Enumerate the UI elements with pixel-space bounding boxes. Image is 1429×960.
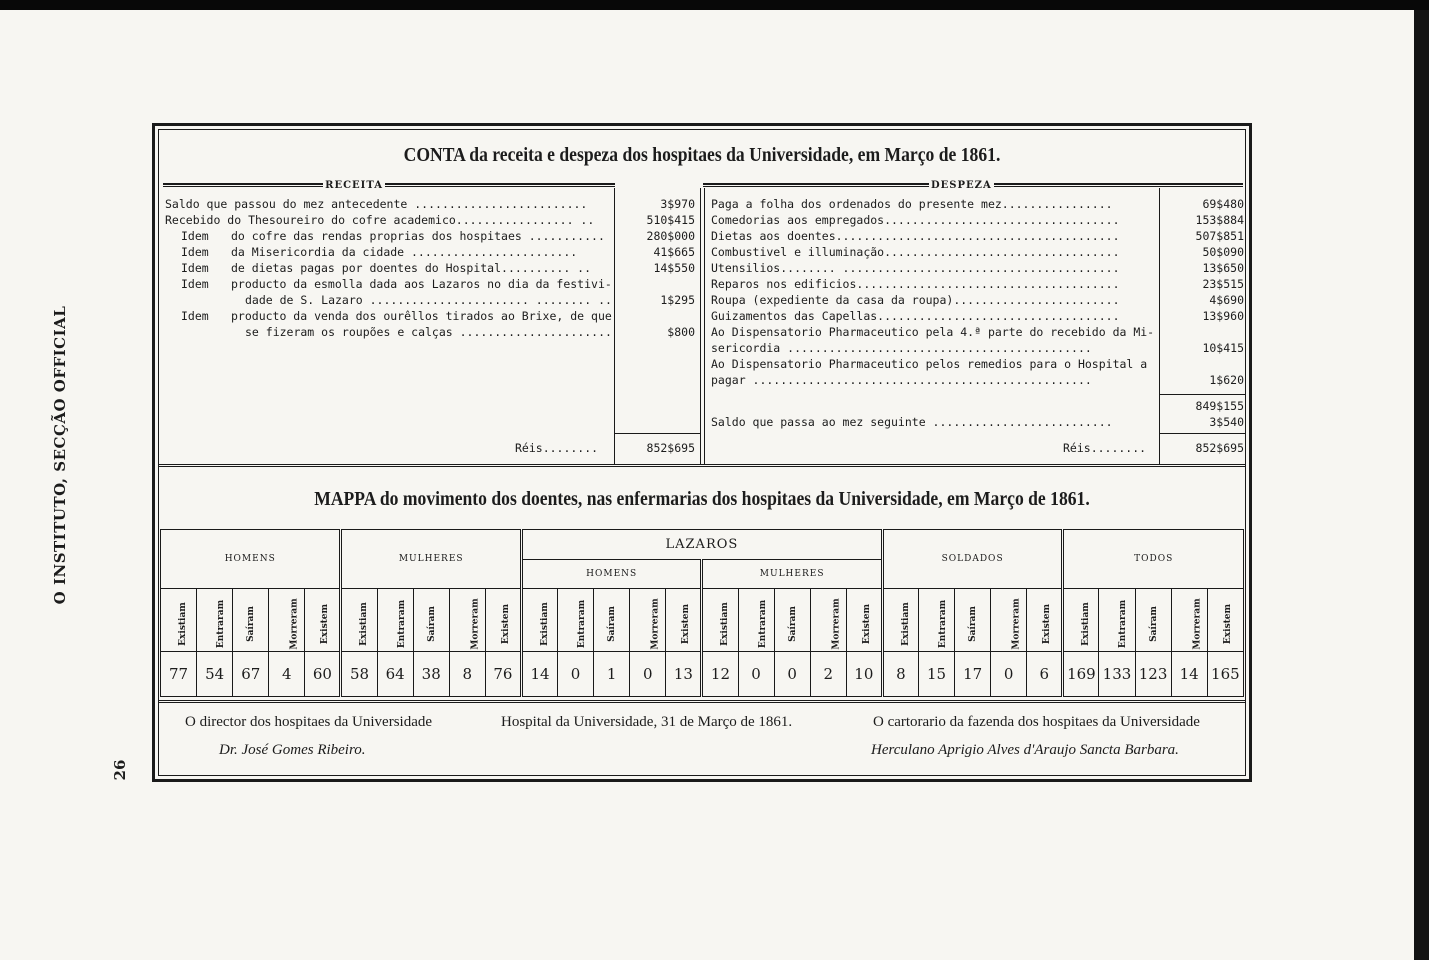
col-header-label: Existiam: [539, 601, 550, 646]
despeza-row: Reparos nos edificios...................................... 23$515: [711, 277, 1244, 291]
despeza-total-amount: 852$695: [1195, 441, 1244, 455]
receita-total-rule: [615, 433, 700, 434]
col-header-label: Morreram: [470, 597, 481, 650]
value-cell: 1: [594, 652, 630, 697]
despeza-row: pagar ................................................. 1$620: [711, 373, 1244, 387]
running-head: O INSTITUTO, SECÇÃO OFFICIAL: [51, 305, 69, 605]
document-frame: [152, 123, 1252, 782]
despeza-row: Combustivel e illuminação.................................. 50$090: [711, 245, 1244, 259]
value-cell: 0: [630, 652, 666, 697]
col-header-label: Existem: [681, 603, 692, 644]
col-header: [377, 589, 413, 652]
value-cell: 4: [269, 652, 305, 697]
despeza-row: Ao Dispensatorio Pharmaceutico pela 4.ª parte do recebido da Mi-: [711, 325, 1155, 339]
col-header-label: Existem: [1222, 603, 1233, 644]
subgroup-lazaros-mulheres: MULHERES: [702, 559, 882, 589]
col-header: [341, 589, 377, 652]
heading-rule: [163, 183, 323, 187]
col-header-label: Existiam: [359, 601, 370, 646]
scan-right-edge: [1414, 10, 1429, 960]
col-header-label: Existem: [320, 603, 331, 644]
value-cell: 133: [1099, 652, 1135, 697]
section-divider: [158, 464, 1246, 467]
col-header-label: Entraram: [938, 599, 949, 648]
value-cell: 123: [1135, 652, 1171, 697]
receita-row: Idem do cofre das rendas proprias dos hospitaes ........... 280$000: [181, 229, 695, 243]
center-rule-right: [704, 188, 705, 464]
col-header: [413, 589, 449, 652]
col-header: [449, 589, 485, 652]
col-header: [485, 589, 521, 652]
heading-rule: [703, 183, 929, 187]
value-cell: 8: [882, 652, 918, 697]
value-cell: 8: [449, 652, 485, 697]
col-header-label: Morreram: [831, 597, 842, 650]
value-cell: 12: [702, 652, 738, 697]
col-header-label: Morreram: [1192, 597, 1203, 650]
value-cell: 67: [233, 652, 269, 697]
despeza-row: Comedorias aos empregados.................................. 153$884: [711, 213, 1244, 227]
footer-divider: [158, 700, 1246, 703]
col-header-label: Morreram: [289, 597, 300, 650]
col-header: [1027, 589, 1063, 652]
value-cell: 0: [558, 652, 594, 697]
value-cell: 0: [738, 652, 774, 697]
despeza-subtotal-rule: [1160, 394, 1245, 395]
col-header-label: Existiam: [177, 601, 188, 646]
col-header: [846, 589, 882, 652]
subgroup-lazaros-homens: HOMENS: [521, 559, 701, 589]
cartorario-signature: Herculano Aprigio Alves d'Araujo Sancta Barbara.: [871, 742, 1179, 758]
heading-rule: [385, 183, 615, 187]
value-cell: 165: [1207, 652, 1243, 697]
despeza-subtotal: [711, 398, 1245, 430]
col-header: [1171, 589, 1207, 652]
despeza-heading-label: DESPEZA: [931, 179, 992, 191]
mappa-values-row: [161, 652, 1244, 697]
group-lazaros: LAZAROS: [521, 530, 882, 560]
col-header-label: Existiam: [900, 601, 911, 646]
col-header-label: Saíram: [1148, 605, 1159, 642]
value-cell: 14: [521, 652, 557, 697]
col-header-label: Saíram: [787, 605, 798, 642]
despeza-total: [711, 440, 1245, 456]
value-cell: 13: [666, 652, 702, 697]
col-header-label: Saíram: [607, 605, 618, 642]
col-header-label: Existem: [861, 603, 872, 644]
value-cell: 76: [485, 652, 521, 697]
group-soldados: SOLDADOS: [882, 530, 1062, 589]
col-header: [738, 589, 774, 652]
value-cell: 38: [413, 652, 449, 697]
group-mulheres: MULHERES: [341, 530, 521, 589]
scan-top-edge: [0, 0, 1429, 10]
col-header-label: Saíram: [967, 605, 978, 642]
col-header: [810, 589, 846, 652]
despeza-saldo-row: [711, 414, 1245, 430]
col-header: [955, 589, 991, 652]
receita-row: Idem producto da esmolla dada aos Lazaros no dia da festivi-: [181, 277, 612, 291]
receita-heading-label: RECEITA: [325, 179, 383, 191]
col-header-label: Entraram: [1118, 599, 1129, 648]
group-todos: TODOS: [1063, 530, 1244, 589]
col-header-label: Existiam: [720, 601, 731, 646]
place-date: Hospital da Universidade, 31 de Março de 1861.: [501, 714, 793, 730]
value-cell: 17: [955, 652, 991, 697]
despeza-saldo-amount: 3$540: [1209, 415, 1244, 429]
despeza-total-rule: [1160, 433, 1245, 434]
col-header: [594, 589, 630, 652]
col-header-label: Existem: [1042, 603, 1053, 644]
col-header: [918, 589, 954, 652]
col-header-label: Morreram: [1011, 597, 1022, 650]
despeza-row: Dietas aos doentes......................................... 507$851: [711, 229, 1244, 243]
col-header-label: Morreram: [650, 597, 661, 650]
col-header-label: Existiam: [1081, 601, 1092, 646]
col-header: [702, 589, 738, 652]
col-header: [1099, 589, 1135, 652]
receita-row: Idem da Misericordia da cidade ........................ 41$665: [181, 245, 695, 259]
despeza-row: Guizamentos das Capellas................................... 13$960: [711, 309, 1244, 323]
col-header: [630, 589, 666, 652]
col-header: [1207, 589, 1243, 652]
heading-rule: [994, 183, 1243, 187]
receita-row: Idem de dietas pagas por doentes do Hospital.......... .. 14$550: [181, 261, 695, 275]
value-cell: 58: [341, 652, 377, 697]
receita-row: dade de S. Lazaro ....................... ........ .. 1$295: [245, 293, 695, 307]
receita-total: [165, 440, 695, 456]
value-cell: 10: [846, 652, 882, 697]
col-header: [558, 589, 594, 652]
col-header: [1135, 589, 1171, 652]
despeza-row: Utensilios........ ........................................ 13$650: [711, 261, 1244, 275]
despeza-subtotal-row: [711, 398, 1245, 414]
value-cell: 60: [305, 652, 341, 697]
col-header: [1063, 589, 1099, 652]
center-rule-left: [700, 188, 701, 464]
value-cell: 0: [774, 652, 810, 697]
despeza-total-row: [711, 440, 1245, 456]
col-header-label: Saíram: [246, 605, 257, 642]
mappa-title: MAPPA do movimento dos doentes, nas enfermarias dos hospitaes da Universidade, em Março de 1861.: [314, 488, 1090, 510]
group-homens: HOMENS: [161, 530, 341, 589]
receita-list: [165, 196, 695, 340]
value-cell: 14: [1171, 652, 1207, 697]
col-header: [991, 589, 1027, 652]
col-header: [882, 589, 918, 652]
despeza-saldo-label: Saldo que passa ao mez seguinte ..........................: [711, 415, 1113, 429]
receita-row: Idem producto da venda dos ourêllos tirados ao Brixe, de que: [181, 309, 612, 323]
col-header: [269, 589, 305, 652]
value-cell: 6: [1027, 652, 1063, 697]
receita-row: Saldo que passou do mez antecedente ......................... 3$970: [165, 197, 695, 211]
value-cell: 54: [197, 652, 233, 697]
col-header: [774, 589, 810, 652]
mappa-table: [160, 529, 1244, 697]
receita-total-row: [165, 440, 695, 456]
despeza-subtotal-amount: 849$155: [1195, 399, 1244, 413]
director-signature: Dr. José Gomes Ribeiro.: [219, 742, 366, 758]
col-header: [197, 589, 233, 652]
value-cell: 2: [810, 652, 846, 697]
value-cell: 169: [1063, 652, 1099, 697]
col-header-label: Existem: [500, 603, 511, 644]
value-cell: 64: [377, 652, 413, 697]
despeza-row: Paga a folha dos ordenados do presente mez................ 69$480: [711, 197, 1244, 211]
value-cell: 0: [991, 652, 1027, 697]
col-header: [305, 589, 341, 652]
conta-title: CONTA da receita e despeza dos hospitaes da Universidade, em Março de 1861.: [403, 144, 1001, 166]
despeza-row: sericordia ............................................ 10$415: [711, 341, 1244, 355]
col-header-label: Entraram: [216, 599, 227, 648]
col-header: [233, 589, 269, 652]
director-title: O director dos hospitaes da Universidade: [185, 714, 433, 730]
despeza-row: Ao Dispensatorio Pharmaceutico pelos remedios para o Hospital a: [711, 357, 1148, 371]
receita-total-label: Réis........: [515, 441, 599, 455]
col-header: [161, 589, 197, 652]
despeza-list: [711, 196, 1245, 388]
col-header-label: Entraram: [577, 599, 588, 648]
receita-row: se fizeram os roupões e calças ...................... $800: [245, 325, 695, 339]
despeza-heading: [703, 179, 1243, 191]
col-header-label: Entraram: [757, 599, 768, 648]
col-header-label: Saíram: [426, 605, 437, 642]
despeza-row: Roupa (expediente da casa da roupa)........................ 4$690: [711, 293, 1244, 307]
receita-row: Recebido do Thesoureiro do cofre academico................. .. 510$415: [165, 213, 695, 227]
value-cell: 15: [918, 652, 954, 697]
col-header-label: Entraram: [396, 599, 407, 648]
col-header: [666, 589, 702, 652]
page-number: 26: [111, 759, 129, 781]
despeza-total-label: Réis........: [1063, 441, 1147, 455]
cartorario-title: O cartorario da fazenda dos hospitaes da Universidade: [873, 714, 1200, 730]
col-header: [521, 589, 557, 652]
value-cell: 77: [161, 652, 197, 697]
receita-total-amount: 852$695: [646, 441, 695, 455]
receita-heading: [163, 179, 615, 191]
